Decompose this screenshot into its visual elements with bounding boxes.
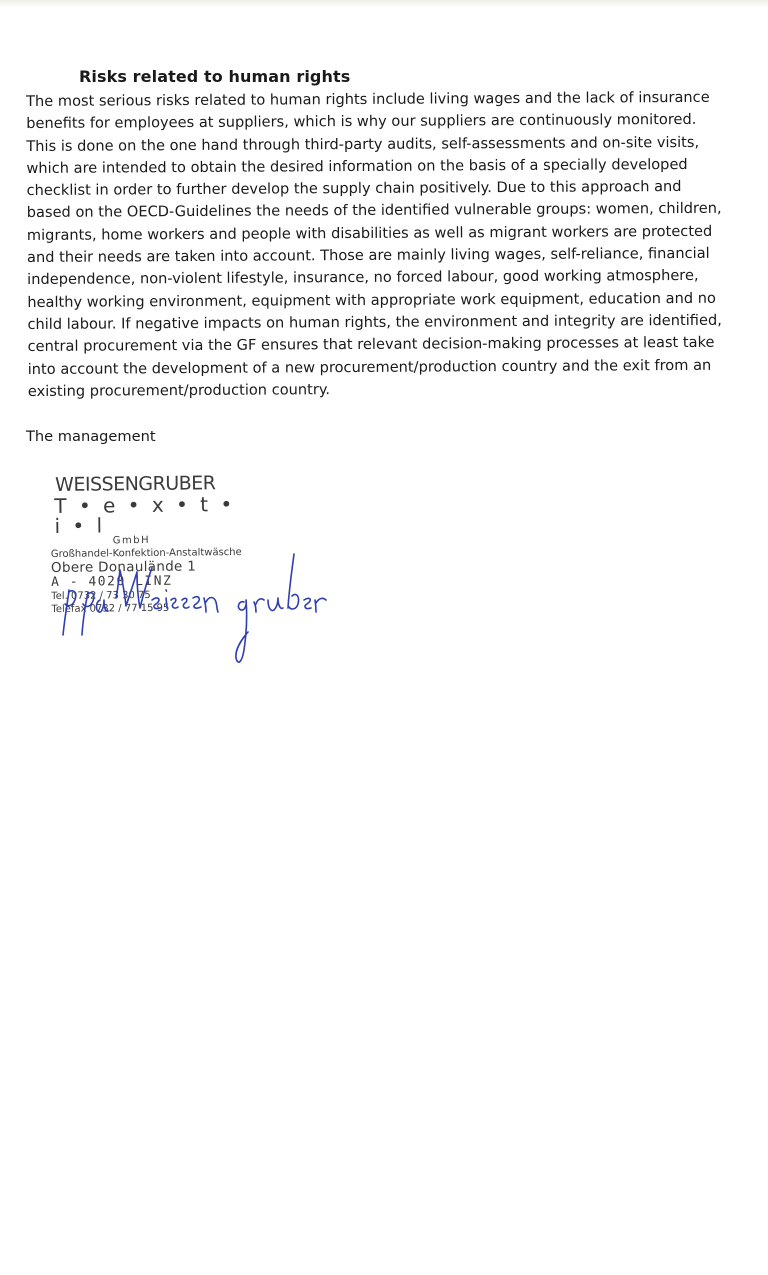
stamp-textil: T • e • x • t • i • l — [54, 492, 236, 538]
scan-edge — [0, 0, 768, 8]
stamp-legal-form: GmbH — [112, 534, 151, 547]
stamp-street: Obere Donaulände 1 — [50, 558, 197, 576]
closing-line: The management — [26, 428, 156, 445]
stamp-company-name: WEISSENGRUBER — [54, 472, 216, 496]
stamp-city: A - 4020 LINZ — [51, 573, 173, 590]
body-paragraph: The most serious risks related to human rights include living wages and the lack of insurance benefits for employees at suppliers, which is why our suppliers are continuously monitored. This is done on the one hand through third-party audits, self-assessments and on-site visits, which are intended to obtain the desired information on the basis of a specially developed checklist in order to further develop the supply chain positively. Due to this approach and based on the OECD-Guidelines the needs of the identified vulnerable groups: women, children, migrants, home workers and people with disabilities as well as migrant workers are protected and their needs are taken into account. Those are mainly living wages, self-reliance, financial independence, non-violent lifestyle, insurance, no forced labour, good working atmosphere, healthy working environment, equipment with appropriate work equipment, education and no child labour. If negative impacts on human rights, the environment and integrity are identified, central procurement via the GF ensures that relevant decision-making processes at least take into account the development of a new procurement/production country and the exit from an existing procurement/production country. — [26, 88, 722, 400]
stamp-business: Großhandel-Konfektion-Anstaltwäsche — [50, 546, 242, 560]
stamp-fax: Telefax 0732 / 77 15 95 — [51, 602, 170, 615]
section-heading: Risks related to human rights — [79, 67, 351, 86]
handwritten-signature — [38, 540, 328, 675]
stamp-phone: Tel. 0732 / 73 30 75 — [51, 589, 151, 602]
